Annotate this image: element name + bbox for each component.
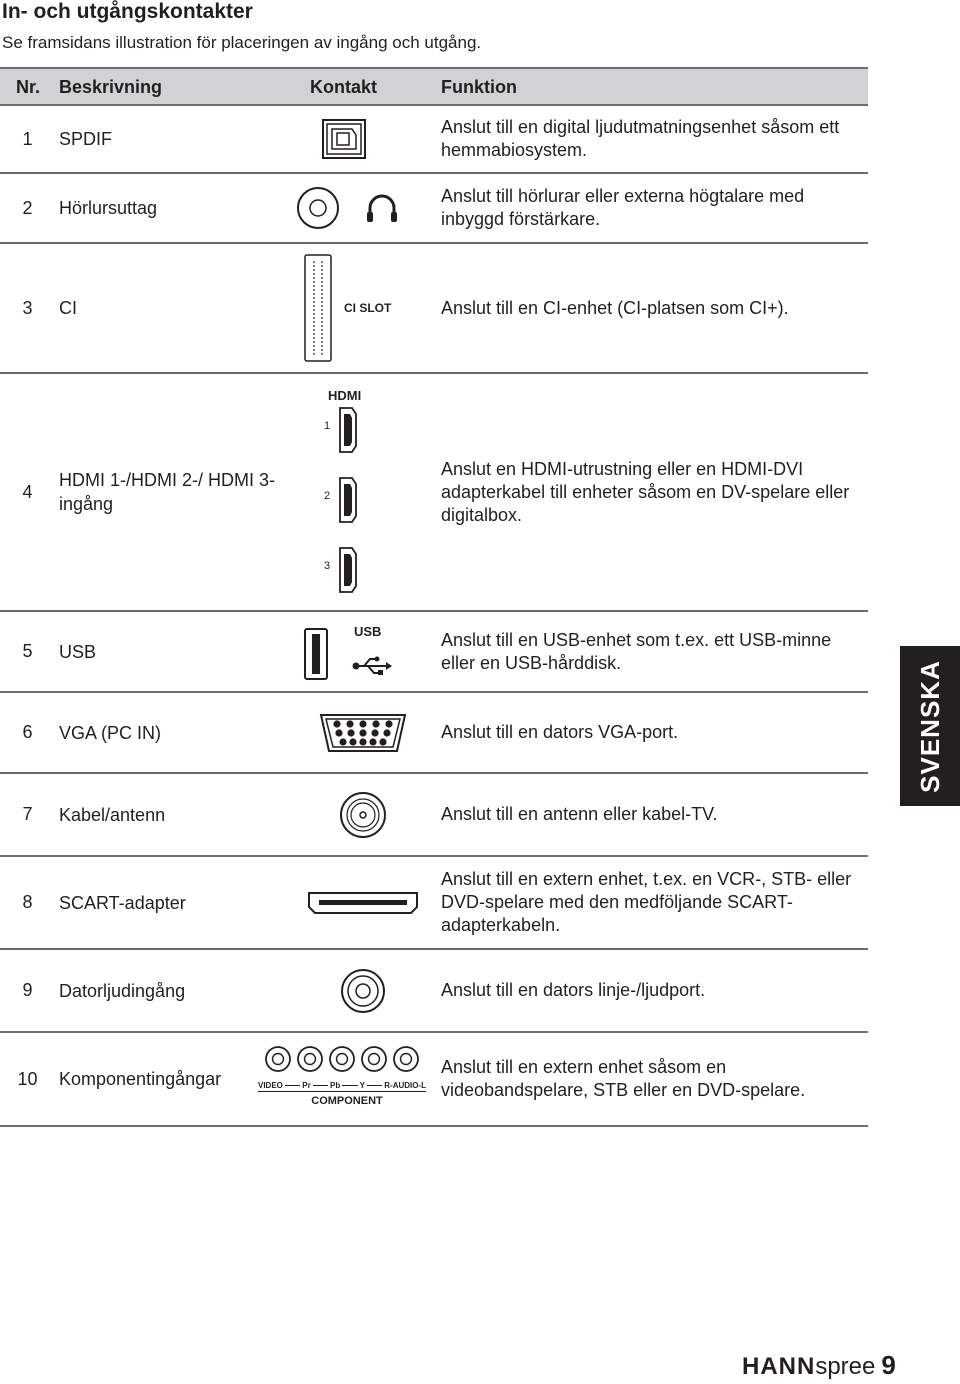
brand-logo-bold: HANN [742, 1353, 816, 1380]
brand-logo-light: spree [815, 1353, 876, 1380]
row-function: Anslut till en extern enhet såsom en videobandspelare, STB eller en DVD-spelare. [441, 1057, 806, 1100]
header-description: Beskrivning [59, 77, 163, 97]
hdmi-label: HDMI [328, 388, 362, 403]
row-description: Hörlursuttag [59, 198, 158, 218]
row-description: Komponentingångar [59, 1069, 222, 1089]
row-function: Anslut till en digital ljudutmatningsenhet såsom ett hemmabiosystem. [441, 117, 840, 160]
table-row [0, 950, 868, 1033]
row-function: Anslut till en antenn eller kabel-TV. [441, 804, 718, 824]
component-label-audio: R-AUDIO-L [384, 1081, 427, 1090]
table-row [0, 106, 868, 174]
row-description: SCART-adapter [59, 892, 186, 913]
table-row [0, 693, 868, 774]
row-number: 2 [22, 197, 33, 218]
language-tab [900, 646, 960, 806]
row-number: 6 [22, 722, 33, 742]
brand-footer [742, 1350, 896, 1381]
component-label-video: VIDEO [258, 1081, 283, 1090]
connector-table [0, 67, 868, 1127]
usb-port-icon [304, 628, 328, 680]
header-connector: Kontakt [310, 77, 377, 97]
hdmi-port-icon [338, 406, 358, 454]
page-title: In- och utgångskontakter [2, 0, 253, 23]
row-number: 3 [22, 297, 33, 318]
component-jacks-icon [266, 1045, 426, 1073]
row-number: 10 [17, 1068, 38, 1089]
row-function: Anslut till en dators linje-/ljudport. [441, 980, 706, 1000]
hdmi-port-icon [338, 476, 358, 524]
row-number: 7 [22, 804, 33, 824]
row-description: SPDIF [59, 129, 113, 149]
row-number: 5 [22, 641, 33, 661]
row-number: 4 [22, 481, 33, 502]
row-function: Anslut till hörlurar eller externa högtalare med inbyggd förstärkare. [441, 186, 805, 229]
table-row [0, 857, 868, 950]
ci-slot-icon [304, 254, 332, 362]
component-label-y: Y [359, 1081, 365, 1090]
page-number: 9 [881, 1350, 896, 1380]
table-row [0, 244, 868, 374]
row-function: Anslut till en CI-enhet (CI-platsen som CI+). [441, 297, 789, 318]
row-function: Anslut en HDMI-utrustning eller en HDMI-DVI adapterkabel till enheter såsom en DV-spelare eller digitalbox. [441, 458, 850, 525]
row-description: Datorljudingång [59, 980, 186, 1001]
row-function: Anslut till en dators VGA-port. [441, 722, 679, 742]
table-row [0, 774, 868, 857]
row-description: CI [59, 298, 77, 318]
language-tab-label: SVENSKA [914, 659, 945, 793]
component-label-pr: Pr [302, 1081, 311, 1090]
table-header [0, 67, 868, 106]
hdmi-port-number: 3 [324, 560, 331, 572]
row-description: VGA (PC IN) [59, 722, 162, 743]
scart-port-icon [307, 891, 419, 915]
headphone-jack-icon [298, 186, 398, 230]
vga-port-icon [318, 712, 408, 754]
spdif-port-icon [322, 119, 366, 159]
table-row [0, 374, 868, 612]
header-nr: Nr. [16, 77, 41, 97]
row-number: 8 [22, 892, 33, 912]
hdmi-port-number: 2 [324, 490, 331, 502]
component-label-pb: Pb [330, 1081, 341, 1090]
component-caption: COMPONENT [311, 1095, 383, 1107]
usb-label: USB [354, 624, 382, 639]
hdmi-port-number: 1 [324, 420, 331, 432]
row-number: 1 [22, 128, 33, 149]
row-description: HDMI 1-/HDMI 2-/ HDMI 3-ingång [59, 470, 275, 514]
row-description: Kabel/antenn [59, 804, 166, 825]
row-description: USB [59, 641, 97, 662]
usb-symbol-icon [352, 656, 392, 676]
antenna-port-icon [339, 791, 387, 839]
table-row [0, 612, 868, 693]
row-function: Anslut till en extern enhet, t.ex. en VCR-, STB- eller DVD-spelare med den medföljande SCART-adapterkabeln. [441, 869, 852, 935]
ci-slot-label: CI SLOT [344, 301, 392, 315]
row-number: 9 [22, 980, 33, 1000]
row-function: Anslut till en USB-enhet som t.ex. ett USB-minne eller en USB-hårddisk. [441, 629, 832, 673]
audio-jack-icon [340, 968, 386, 1014]
table-row [0, 174, 868, 244]
header-function: Funktion [441, 77, 517, 97]
page-subtitle: Se framsidans illustration för placeringen av ingång och utgång. [2, 33, 482, 52]
hdmi-port-icon [338, 546, 358, 594]
table-row [0, 1033, 868, 1127]
